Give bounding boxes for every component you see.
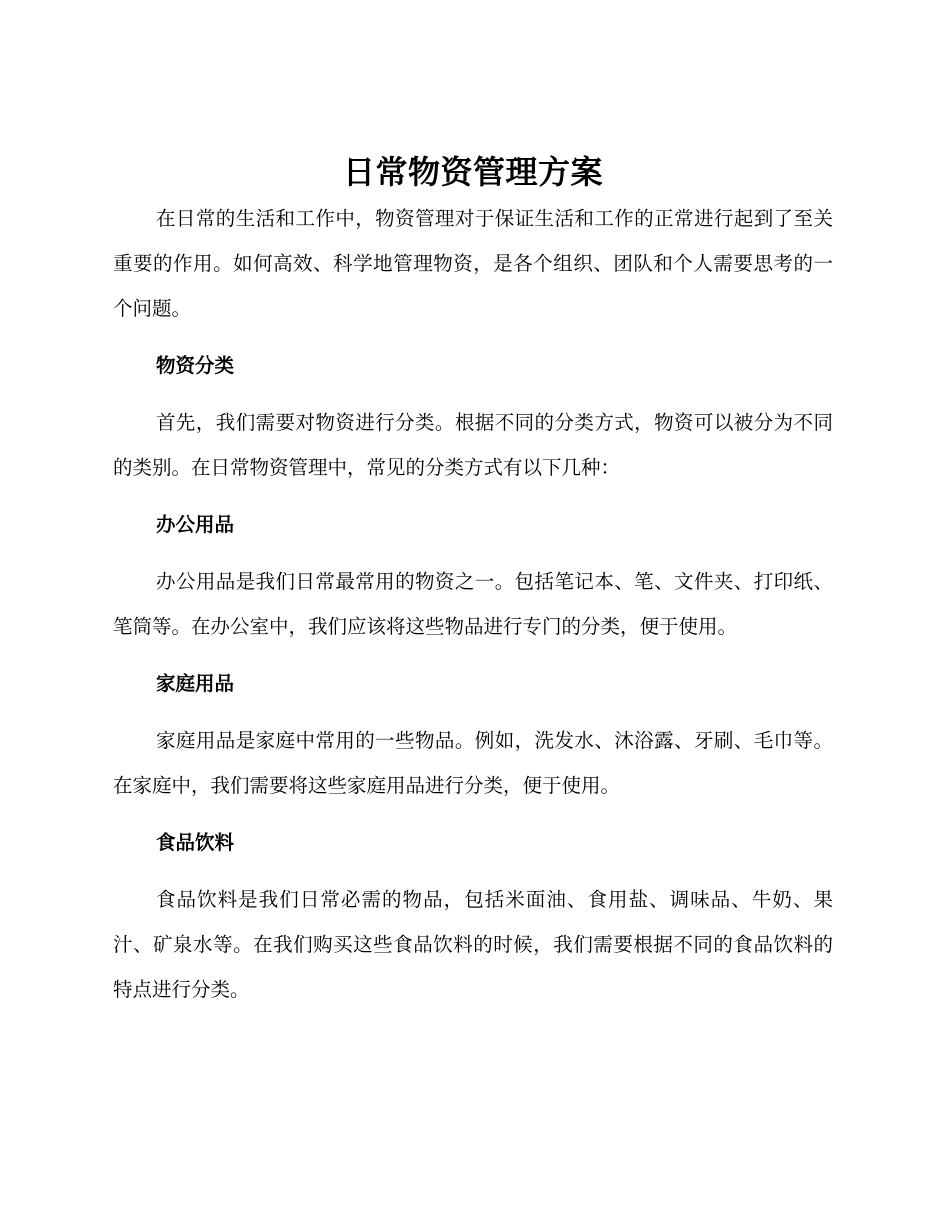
section-body-material-classification: 首先，我们需要对物资进行分类。根据不同的分类方式，物资可以被分为不同的类别。在日常物资管理中，常见的分类方式有以下几种： [113,411,833,479]
document-title: 日常物资管理方案 [342,153,603,191]
intro-paragraph: 在日常的生活和工作中，物资管理对于保证生活和工作的正常进行起到了至关重要的作用。如何高效、科学地管理物资，是各个组织、团队和个人需要思考的一个问题。 [113,207,833,320]
section-heading-office-supplies: 办公用品 [156,513,235,536]
section-heading-food-beverages: 食品饮料 [156,831,235,854]
section-body-food-beverages: 食品饮料是我们日常必需的物品，包括米面油、食用盐、调味品、牛奶、果汁、矿泉水等。在我们购买这些食品饮料的时候，我们需要根据不同的食品饮料的特点进行分类。 [113,888,833,1001]
document-page [113,148,833,1012]
section-heading-household-items: 家庭用品 [156,672,235,695]
section-body-office-supplies: 办公用品是我们日常最常用的物资之一。包括笔记本、笔、文件夹、打印纸、笔筒等。在办公室中，我们应该将这些物品进行专门的分类，便于使用。 [113,570,833,638]
section-body-household-items: 家庭用品是家庭中常用的一些物品。例如，洗发水、沐浴露、牙刷、毛巾等。在家庭中，我们需要将这些家庭用品进行分类，便于使用。 [113,729,833,797]
section-heading-material-classification: 物资分类 [156,354,235,377]
